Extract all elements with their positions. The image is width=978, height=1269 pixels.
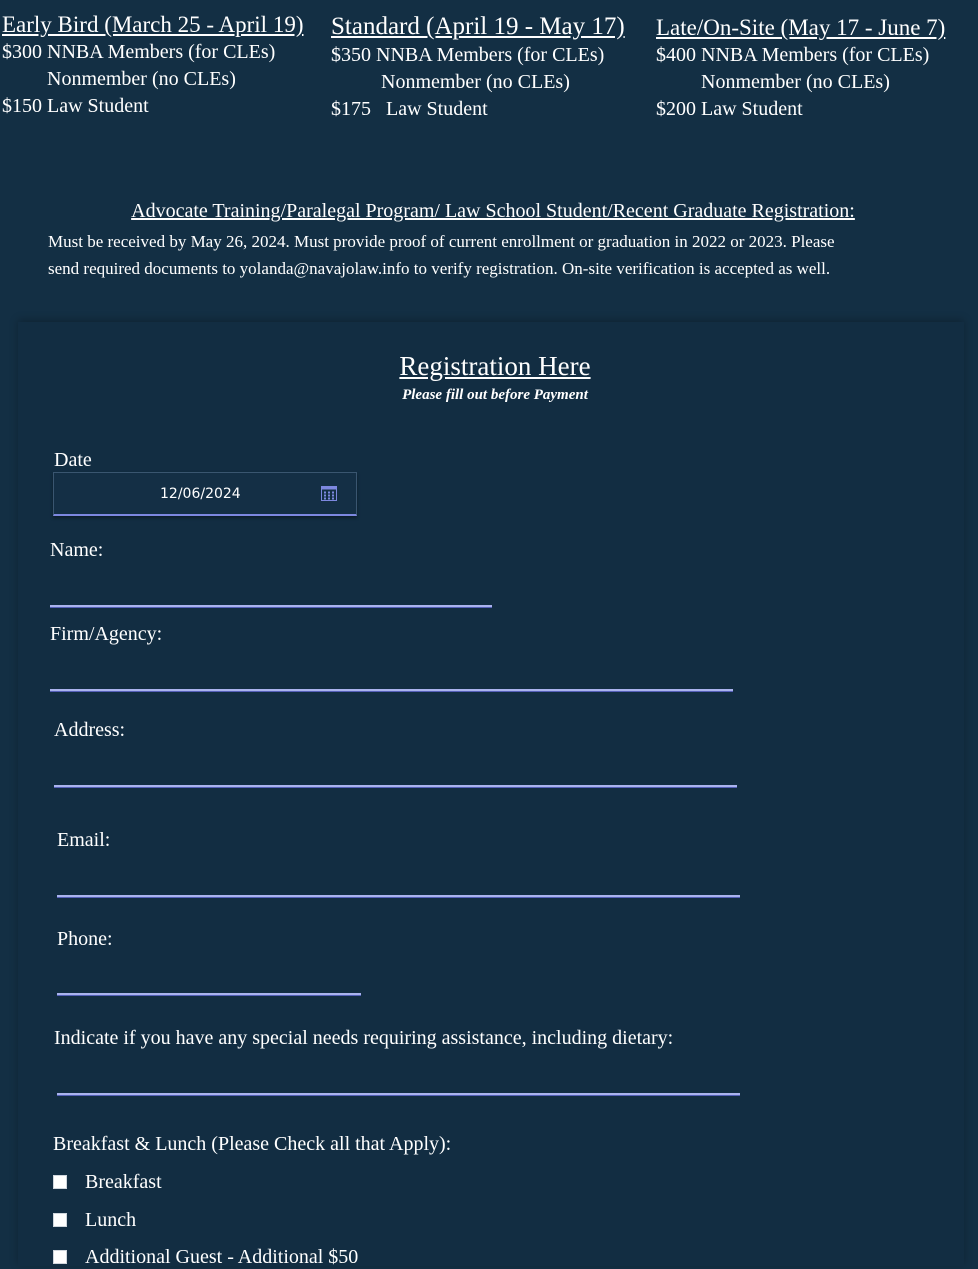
pricing-standard bbox=[331, 13, 625, 123]
registration-subtitle: Please fill out before Payment bbox=[402, 387, 588, 403]
additional-guest-checkbox[interactable] bbox=[53, 1250, 67, 1264]
pricing-nonmember: Nonmember (no CLEs) bbox=[381, 71, 570, 93]
date-input[interactable] bbox=[53, 472, 357, 516]
phone-label: Phone: bbox=[57, 928, 113, 950]
pricing-heading: Early Bird (March 25 - April 19) bbox=[2, 12, 304, 37]
meals-label: Breakfast & Lunch (Please Check all that Apply): bbox=[53, 1133, 452, 1155]
email-label: Email: bbox=[57, 829, 111, 851]
name-field[interactable] bbox=[50, 605, 492, 608]
special-needs-field[interactable] bbox=[57, 1093, 740, 1096]
pricing-member: $400 NNBA Members (for CLEs) bbox=[656, 44, 930, 66]
breakfast-label: Breakfast bbox=[85, 1171, 162, 1193]
special-needs-label: Indicate if you have any special needs requiring assistance, including dietary: bbox=[54, 1027, 674, 1049]
address-label: Address: bbox=[54, 719, 126, 741]
registration-panel bbox=[18, 322, 964, 1266]
pricing-student: $150 Law Student bbox=[2, 95, 149, 117]
pricing-heading: Late/On-Site (May 17 - June 7) bbox=[656, 15, 946, 40]
registration-title: Registration Here bbox=[399, 351, 591, 381]
pricing-student: $200 Law Student bbox=[656, 98, 803, 120]
date-label: Date bbox=[54, 449, 92, 471]
pricing-heading: Standard (April 19 - May 17) bbox=[331, 13, 625, 40]
pricing-member: $350 NNBA Members (for CLEs) bbox=[331, 44, 605, 66]
firm-label: Firm/Agency: bbox=[50, 623, 163, 645]
calendar-icon[interactable] bbox=[321, 486, 337, 501]
pricing-early-bird bbox=[2, 12, 303, 120]
email-field[interactable] bbox=[57, 895, 740, 898]
pricing-nonmember: Nonmember (no CLEs) bbox=[47, 68, 236, 90]
advocate-body-line: Must be received by May 26, 2024. Must provide proof of current enrollment or graduation in 2022 or 2023. Please bbox=[48, 232, 835, 251]
advocate-body bbox=[48, 228, 948, 282]
firm-field[interactable] bbox=[50, 689, 733, 692]
lunch-label: Lunch bbox=[85, 1209, 137, 1231]
breakfast-checkbox[interactable] bbox=[53, 1175, 67, 1189]
advocate-body-line: send required documents to yolanda@navajolaw.info to verify registration. On-site verification is accepted as well. bbox=[48, 259, 831, 278]
lunch-checkbox[interactable] bbox=[53, 1213, 67, 1227]
pricing-nonmember: Nonmember (no CLEs) bbox=[701, 71, 890, 93]
pricing-late bbox=[656, 15, 945, 123]
additional-guest-label: Additional Guest - Additional $50 bbox=[85, 1246, 359, 1268]
advocate-heading: Advocate Training/Paralegal Program/ Law School Student/Recent Graduate Registration: bbox=[131, 200, 855, 222]
pricing-student: $175 Law Student bbox=[331, 98, 488, 120]
name-label: Name: bbox=[50, 539, 104, 561]
pricing-member: $300 NNBA Members (for CLEs) bbox=[2, 41, 276, 63]
address-field[interactable] bbox=[54, 785, 737, 788]
date-value: 12/06/2024 bbox=[160, 486, 241, 502]
phone-field[interactable] bbox=[57, 993, 361, 996]
